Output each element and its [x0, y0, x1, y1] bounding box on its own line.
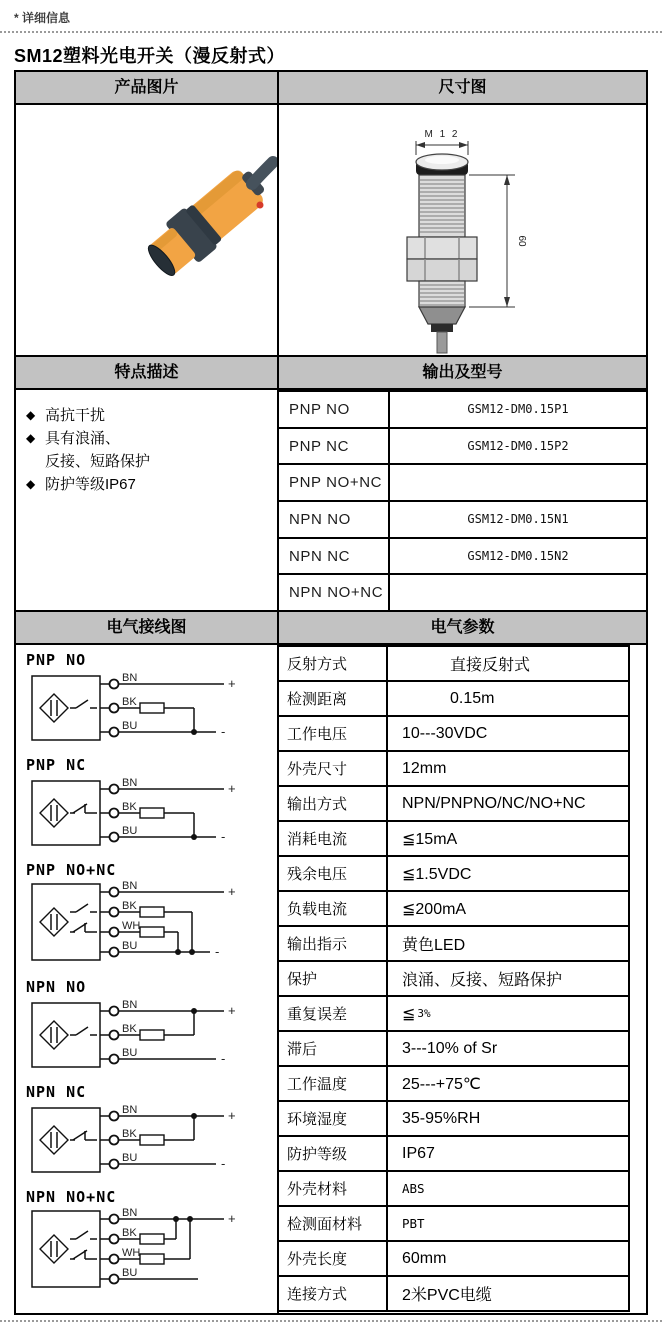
svg-text:BN: BN	[122, 777, 138, 789]
parameter-value: PBT	[402, 1216, 425, 1231]
dimension-drawing-cell	[279, 105, 646, 355]
svg-text:+: +	[228, 884, 236, 899]
parameter-row	[279, 1135, 628, 1170]
col-header-outputs: 输出及型号	[279, 357, 646, 388]
parameter-value: ≦200mA	[402, 900, 467, 918]
wiring-diagram-schematic	[26, 1102, 277, 1178]
col-header-wiring-diagram: 电气接线图	[16, 612, 279, 643]
wiring-diagram-title: PNP NC	[26, 756, 87, 774]
diamond-bullet-icon	[26, 450, 45, 473]
feature-item	[26, 404, 277, 427]
svg-text:BK: BK	[122, 900, 137, 912]
detail-info-label: * 详细信息	[14, 11, 71, 25]
svg-text:+: +	[228, 676, 236, 691]
parameter-table	[279, 645, 630, 1312]
svg-text:BU: BU	[122, 720, 138, 732]
parameter-row	[279, 1065, 628, 1100]
parameter-name: 环境湿度	[279, 1102, 388, 1135]
parameter-name: 保护	[279, 962, 388, 995]
wiring-diagram-schematic	[26, 670, 277, 746]
output-type: PNP NO+NC	[279, 465, 390, 500]
feature-item	[26, 473, 277, 496]
feature-text: 防护等级IP67	[45, 476, 136, 493]
parameter-row	[279, 995, 628, 1030]
parameter-row	[279, 1030, 628, 1065]
output-type: NPN NC	[279, 539, 390, 574]
model-number	[390, 575, 646, 610]
parameter-row	[279, 750, 628, 785]
thread-size-label: M 1 2	[424, 129, 460, 140]
parameter-value: 浪涌、反接、短路保护	[402, 972, 563, 989]
length-dimension-label: 60	[516, 235, 527, 247]
wiring-diagram	[26, 978, 277, 1073]
parameter-name: 外壳材料	[279, 1172, 388, 1205]
feature-text: 具有浪涌、	[45, 430, 121, 447]
parameter-name: 输出指示	[279, 927, 388, 960]
parameter-value: ≦ 3%	[402, 1005, 431, 1023]
parameter-row	[279, 890, 628, 925]
feature-item	[26, 450, 277, 473]
parameter-value: ≦1.5VDC	[402, 865, 472, 883]
parameter-value: 12mm	[402, 759, 447, 777]
svg-text:+: +	[228, 1108, 236, 1123]
parameter-value: 2米PVC电缆	[402, 1287, 492, 1304]
parameter-row	[279, 820, 628, 855]
parameter-row	[279, 1170, 628, 1205]
parameter-value: 35-95%RH	[402, 1109, 481, 1127]
output-model-row	[279, 573, 646, 610]
parameter-row	[279, 680, 628, 715]
led-indicator	[257, 202, 264, 209]
diamond-bullet-icon: ◆	[26, 477, 36, 491]
feature-list	[16, 390, 279, 610]
svg-text:BN: BN	[122, 1104, 138, 1116]
parameter-value: 3---10% of Sr	[402, 1039, 498, 1057]
parameter-name: 外壳尺寸	[279, 752, 388, 785]
wiring-diagram-schematic	[26, 997, 277, 1073]
product-photo	[16, 105, 277, 355]
wiring-diagram-schematic	[26, 775, 277, 851]
svg-text:+: +	[228, 1211, 236, 1226]
svg-text:-: -	[221, 724, 226, 739]
parameter-row	[279, 1100, 628, 1135]
top-dotted-divider	[0, 31, 662, 33]
parameter-value: ABS	[402, 1181, 425, 1196]
parameter-value: ≦15mA	[402, 830, 458, 848]
wiring-diagram-schematic	[26, 1207, 277, 1295]
col-header-electrical-params: 电气参数	[279, 612, 646, 643]
feature-text: 反接、短路保护	[45, 453, 151, 470]
wiring-diagram-schematic	[26, 880, 277, 968]
parameters-cell	[279, 645, 646, 1313]
parameter-name: 防护等级	[279, 1137, 388, 1170]
parameter-value: IP67	[402, 1144, 435, 1162]
wiring-diagram	[26, 651, 277, 746]
parameter-name: 滞后	[279, 1032, 388, 1065]
parameter-name: 残余电压	[279, 857, 388, 890]
svg-text:BU: BU	[122, 1047, 138, 1059]
svg-text:BU: BU	[122, 1152, 138, 1164]
model-number: GSM12-DM0.15N1	[467, 512, 569, 527]
svg-text:BK: BK	[122, 696, 137, 708]
svg-text:BU: BU	[122, 825, 138, 837]
feature-text: 高抗干扰	[45, 407, 106, 424]
parameter-row	[279, 1275, 628, 1310]
svg-text:BK: BK	[122, 801, 137, 813]
parameter-name: 外壳长度	[279, 1242, 388, 1275]
output-type: NPN NO	[279, 502, 390, 537]
product-photo-cell	[16, 105, 279, 355]
svg-text:BN: BN	[122, 880, 138, 892]
output-model-row	[279, 463, 646, 500]
parameter-value: 直接反射式	[450, 657, 531, 674]
svg-text:BN: BN	[122, 999, 138, 1011]
model-number	[390, 465, 646, 500]
model-number: GSM12-DM0.15P2	[467, 439, 569, 453]
svg-text:+: +	[228, 1003, 236, 1018]
diamond-bullet-icon: ◆	[26, 408, 36, 422]
wiring-diagram-title: NPN NC	[26, 1083, 87, 1101]
page-title: SM12塑料光电开关（漫反射式）	[14, 46, 286, 66]
image-row	[16, 103, 646, 355]
model-number: GSM12-DM0.15N2	[467, 549, 569, 564]
output-model-table	[279, 390, 646, 610]
bottom-dotted-divider	[0, 1320, 662, 1322]
parameter-row	[279, 855, 628, 890]
svg-text:WH: WH	[122, 920, 141, 932]
parameter-name: 输出方式	[279, 787, 388, 820]
wiring-diagram-title: NPN NO	[26, 978, 87, 996]
parameter-row	[279, 785, 628, 820]
wiring-diagram	[26, 861, 277, 968]
parameter-row	[279, 1205, 628, 1240]
wiring-diagram-title: PNP NO	[26, 651, 87, 669]
parameter-row	[279, 1240, 628, 1275]
wiring-diagram	[26, 1188, 277, 1295]
wiring-diagram-title: PNP NO+NC	[26, 861, 117, 879]
cable	[252, 162, 273, 184]
parameter-row	[279, 960, 628, 995]
parameter-value: 10---30VDC	[402, 724, 488, 742]
parameter-name: 检测距离	[279, 682, 388, 715]
header-row-features-outputs	[16, 355, 646, 388]
header-row-images	[16, 72, 646, 103]
svg-text:BK: BK	[122, 1128, 137, 1140]
parameter-name: 反射方式	[279, 647, 388, 680]
model-number: GSM12-DM0.15P1	[467, 402, 569, 417]
col-header-features: 特点描述	[16, 357, 279, 388]
parameter-name: 工作电压	[279, 717, 388, 750]
parameter-name: 重复误差	[279, 997, 388, 1030]
feature-item	[26, 427, 277, 450]
output-type: NPN NO+NC	[279, 575, 390, 610]
svg-text:-: -	[221, 1051, 226, 1066]
svg-text:BN: BN	[122, 672, 138, 684]
parameter-value: 60mm	[402, 1249, 447, 1267]
spec-sheet-table	[14, 70, 648, 1315]
output-model-row	[279, 500, 646, 537]
svg-text:BU: BU	[122, 940, 138, 952]
parameter-name: 检测面材料	[279, 1207, 388, 1240]
output-type: PNP NC	[279, 429, 390, 464]
col-header-product-image: 产品图片	[16, 72, 279, 103]
output-type: PNP NO	[279, 392, 390, 427]
parameter-name: 连接方式	[279, 1277, 388, 1310]
output-model-row	[279, 537, 646, 574]
svg-text:BK: BK	[122, 1023, 137, 1035]
output-model-row	[279, 427, 646, 464]
header-row-wiring-params	[16, 610, 646, 643]
parameter-value: 黄色LED	[402, 937, 466, 954]
wiring-diagram	[26, 1083, 277, 1178]
svg-text:BU: BU	[122, 1267, 138, 1279]
parameter-name: 工作温度	[279, 1067, 388, 1100]
parameter-name: 消耗电流	[279, 822, 388, 855]
svg-text:-: -	[221, 829, 226, 844]
features-outputs-row	[16, 388, 646, 610]
wiring-diagram-list	[16, 645, 279, 1313]
parameter-value: 0.15m	[450, 689, 495, 707]
parameter-value: 25---+75℃	[402, 1075, 481, 1093]
col-header-dimension-drawing: 尺寸图	[279, 72, 646, 103]
svg-text:BN: BN	[122, 1207, 138, 1219]
svg-text:WH: WH	[122, 1247, 141, 1259]
parameter-row	[279, 645, 628, 680]
wiring-diagram-title: NPN NO+NC	[26, 1188, 117, 1206]
parameter-value: NPN/PNPNO/NC/NO+NC	[402, 794, 586, 812]
parameter-row	[279, 715, 628, 750]
parameter-name: 负载电流	[279, 892, 388, 925]
svg-text:BK: BK	[122, 1227, 137, 1239]
wiring-diagram	[26, 756, 277, 851]
wiring-params-row	[16, 643, 646, 1313]
diamond-bullet-icon: ◆	[26, 431, 36, 445]
output-model-row	[279, 390, 646, 427]
svg-text:-: -	[215, 944, 220, 959]
dimension-drawing	[279, 105, 646, 355]
parameter-row	[279, 925, 628, 960]
svg-text:-: -	[221, 1156, 226, 1171]
svg-text:+: +	[228, 781, 236, 796]
